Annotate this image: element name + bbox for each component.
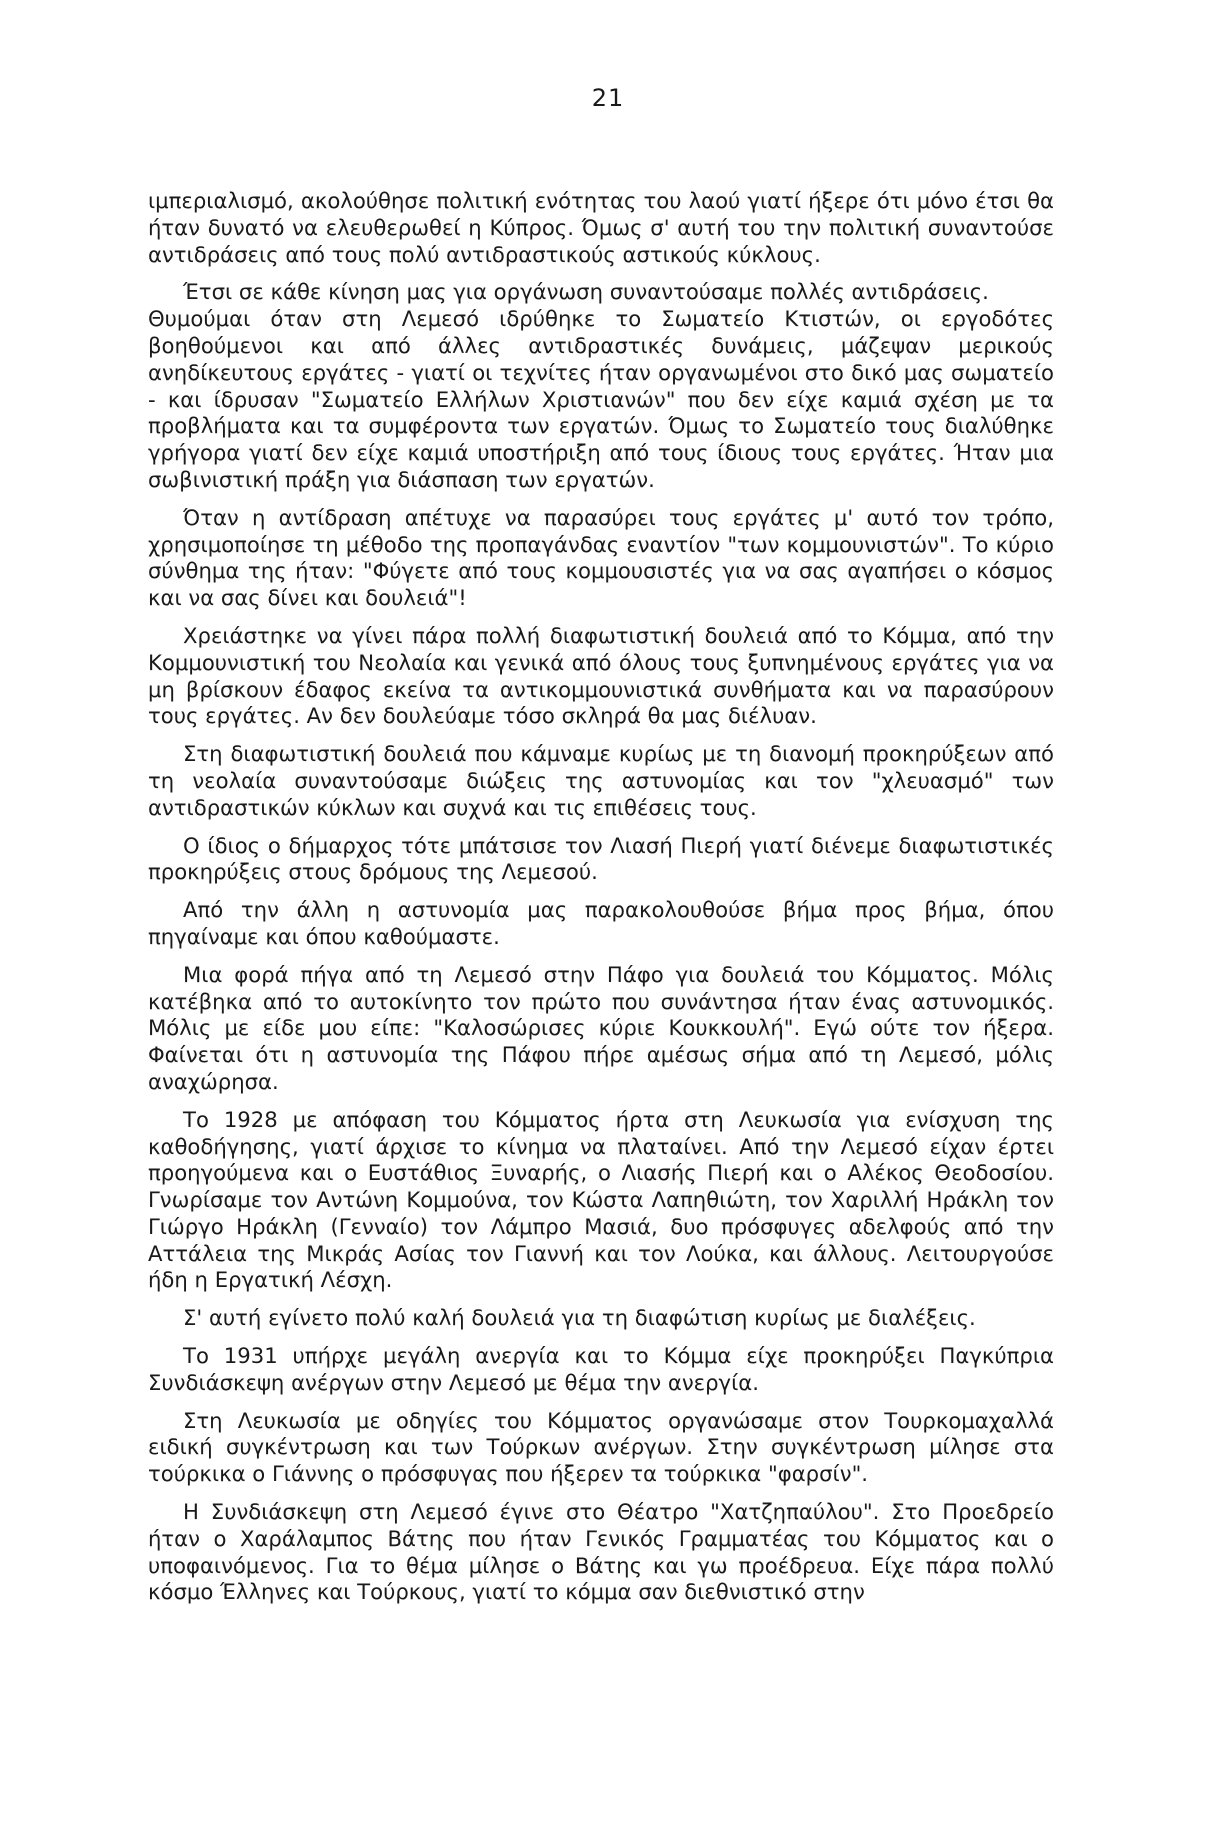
paragraph: Όταν η αντίδραση απέτυχε να παρασύρει τους εργάτες μ' αυτό τον τρόπο, χρησιμοποίησε τη μέθοδο της προπαγάνδας εναντίον "των κομμουνιστών". Το κύριο σύνθημα της ήταν: "Φύγετε από τους κομμουσιστές για να σας αγαπήσει ο κόσμος και να σας δίνει και δουλειά"! (148, 504, 1054, 611)
paragraph: ιμπεριαλισμό, ακολούθησε πολιτική ενότητας του λαού γιατί ήξερε ότι μόνο έτσι θα ήταν δυνατό να ελευθερωθεί η Κύπρος. Όμως σ' αυτή του την πολιτική συναντούσε αντιδράσεις από τους πολύ αντιδραστικούς αστικούς κύκλους. (148, 188, 1054, 267)
paragraph: Στη διαφωτιστική δουλειά που κάμναμε κυρίως με τη διανομή προκηρύξεων από τη νεολαία συναντούσαμε διώξεις της αστυνομίας και τον "χλευασμό" των αντιδραστικών κύκλων και συχνά και τις επιθέσεις τους. (148, 741, 1054, 820)
paragraph: Θυμούμαι όταν στη Λεμεσό ιδρύθηκε το Σωματείο Κτιστών, οι εργοδότες βοηθούμενοι και από άλλες αντιδραστικές δυνάμεις, μάζεψαν μερικούς ανηδίκευτους εργάτες - γιατί οι τεχνίτες ήταν οργανωμένοι στο δικό μας σωματείο - και ίδρυσαν "Σωματείο Ελλήλων Χριστιανών" που δεν είχε καμιά σχέση με τα προβλήματα και τα συμφέροντα των εργατών. Όμως το Σωματείο τους διαλύθηκε γρήγορα γιατί δεν είχε καμιά υποστήριξη από τους ίδιους τους εργάτες. Ήταν μια σωβινιστική πράξη για διάσπαση των εργατών. (148, 306, 1054, 492)
paragraph: Το 1928 με απόφαση του Κόμματος ήρτα στη Λευκωσία για ενίσχυση της καθοδήγησης, γιατί άρχισε το κίνημα να πλαταίνει. Από την Λεμεσό είχαν έρτει προηγούμενα και ο Ευστάθιος Ξυναρής, ο Λιασής Πιερή και ο Αλέκος Θεοδοσίου. Γνωρίσαμε τον Αντώνη Κομμούνα, τον Κώστα Λαπηθιώτη, τον Χαριλλή Ηράκλη τον Γιώργο Ηράκλη (Γενναίο) τον Λάμπρο Μασιά, δυο πρόσφυγες αδελφούς από την Αττάλεια της Μικράς Ασίας τον Γιαννή και τον Λούκα, και άλλους. Λειτουργούσε ήδη η Εργατική Λέσχη. (148, 1106, 1054, 1293)
paragraph: Σ' αυτή εγίνετο πολύ καλή δουλειά για τη διαφώτιση κυρίως με διαλέξεις. (183, 1305, 976, 1331)
paragraph: Από την άλλη η αστυνομία μας παρακολουθούσε βήμα προς βήμα, όπου πηγαίναμε και όπου καθούμαστε. (148, 897, 1054, 949)
paragraph: Η Συνδιάσκεψη στη Λεμεσό έγινε στο Θέατρο "Χατζηπαύλου". Στο Προεδρείο ήταν ο Χαράλαμπος Βάτης που ήταν Γενικός Γραμματέας του Κόμματος και ο υποφαινόμενος. Για το θέμα μίλησε ο Βάτης και γω προέδρευα. Είχε πάρα πολλύ κόσμο Έλληνες και Τούρκους, γιατί το κόμμα σαν διεθνιστικό στην (148, 1499, 1054, 1605)
paragraph: Στη Λευκωσία με οδηγίες του Κόμματος οργανώσαμε στον Τουρκομαχαλλά ειδική συγκέντρωση και των Τούρκων ανέργων. Στην συγκέντρωση μίλησε στα τούρκικα ο Γιάννης ο πρόσφυγας που ήξερεν τα τούρκικα "φαρσίν". (148, 1407, 1054, 1487)
paragraph: Έτσι σε κάθε κίνηση μας για οργάνωση συναντούσαμε πολλές αντιδράσεις. (183, 279, 989, 305)
paragraph: Το 1931 υπήρχε μεγάλη ανεργία και το Κόμμα είχε προκηρύξει Παγκύπρια Συνδιάσκεψη ανέργων στην Λεμεσό με θέμα την ανεργία. (148, 1343, 1054, 1395)
paragraph: Μια φορά πήγα από τη Λεμεσό στην Πάφο για δουλειά του Κόμματος. Μόλις κατέβηκα από το αυτοκίνητο τον πρώτο που συνάντησα ήταν ένας αστυνομικός. Μόλις με είδε μου είπε: "Καλοσώρισες κύριε Κουκκουλή". Εγώ ούτε τον ήξερα. Φαίνεται ότι η αστυνομία της Πάφου πήρε αμέσως σήμα από τη Λεμεσό, μόλις αναχώρησα. (148, 961, 1054, 1094)
paragraph: Χρειάστηκε να γίνει πάρα πολλή διαφωτιστική δουλειά από το Κόμμα, από την Κομμουνιστική του Νεολαία και γενικά από όλους τους ξυπνημένους εργάτες για να μη βρίσκουν έδαφος εκείνα τα αντικομμουνιστικά συνθήματα και να παρασύρουν τους εργάτες. Αν δεν δουλεύαμε τόσο σκληρά θα μας διέλυαν. (148, 622, 1054, 729)
page-number: 21 (591, 84, 625, 112)
paragraph: Ο ίδιος ο δήμαρχος τότε μπάτσισε τον Λιασή Πιερή γιατί διένεμε διαφωτιστικές προκηρύξεις στους δρόμους της Λεμεσού. (148, 832, 1054, 885)
body-text (148, 188, 1054, 1606)
